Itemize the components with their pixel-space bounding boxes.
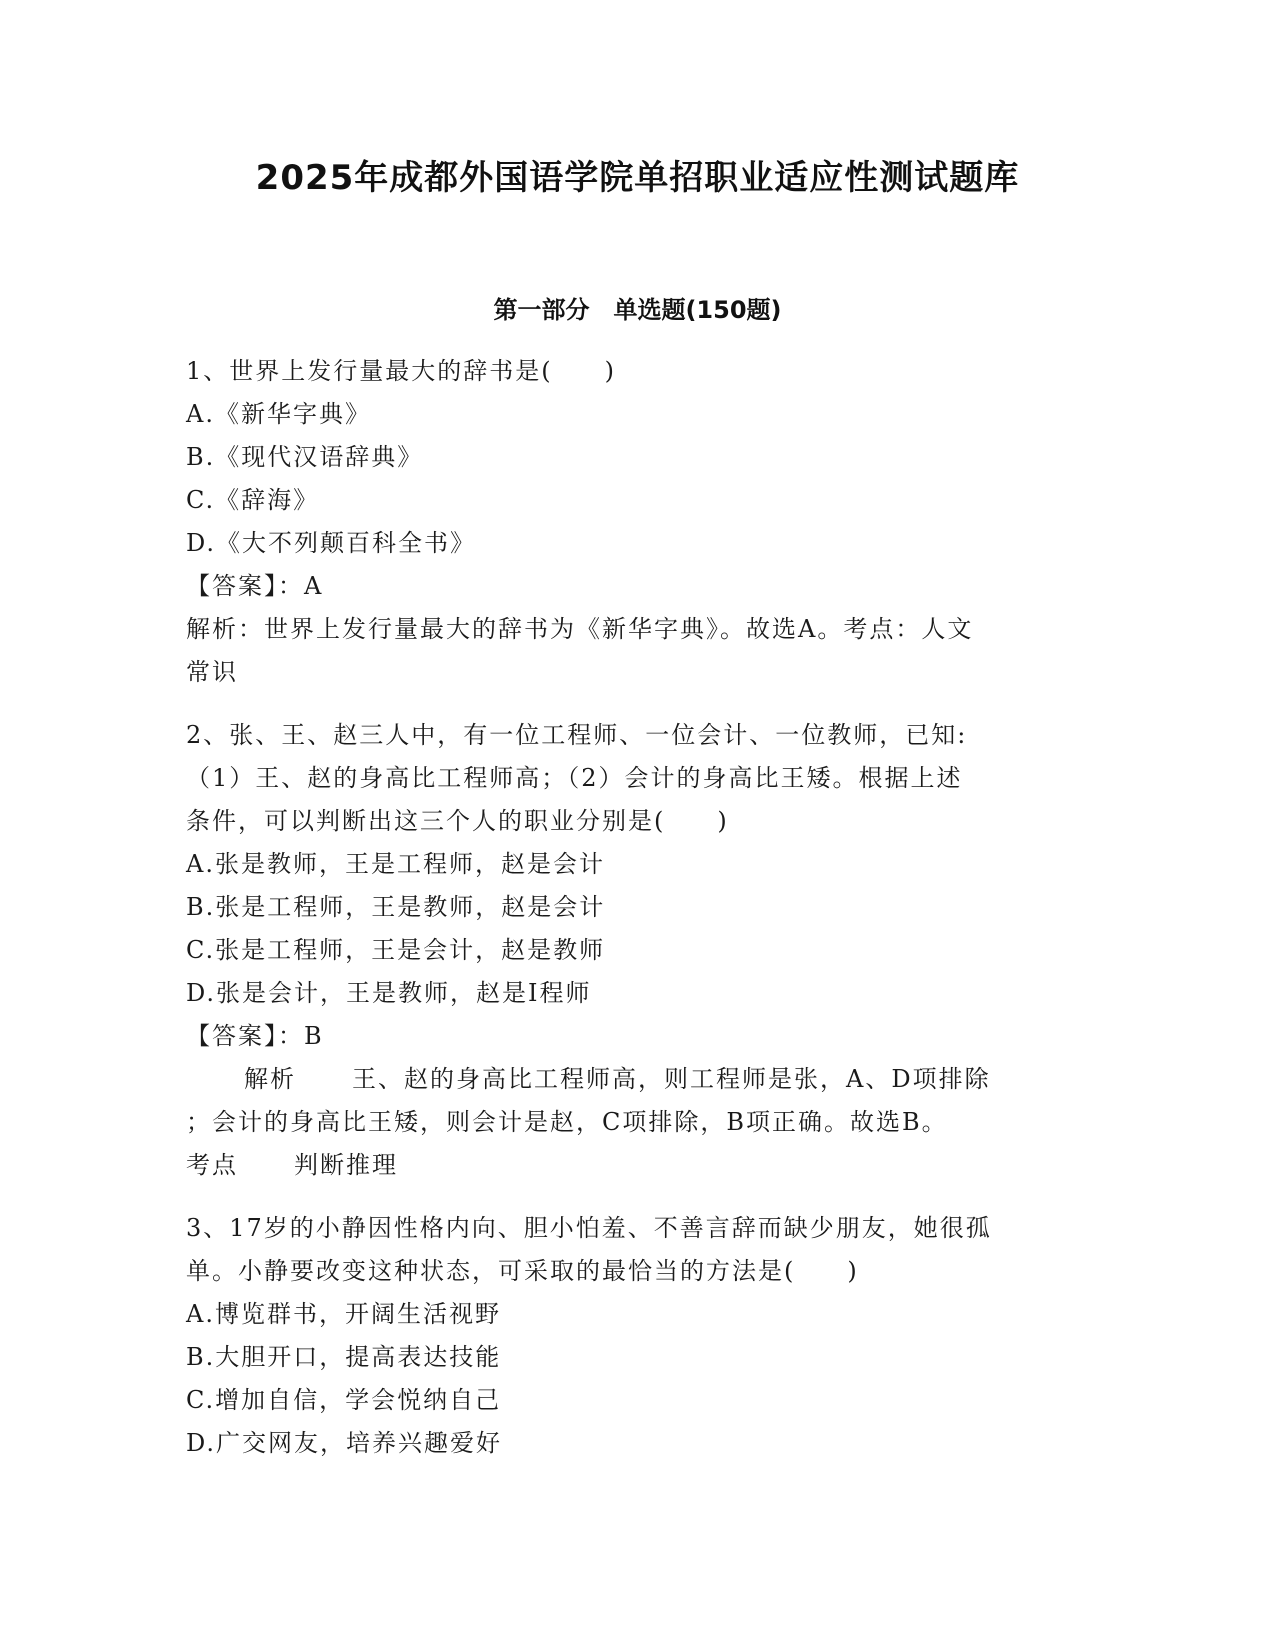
analysis: 解析：世界上发行量最大的辞书为《新华字典》。故选A。考点：人文 <box>186 615 974 643</box>
question-3 <box>186 1207 1086 1465</box>
question-stem-continued: 条件，可以判断出这三个人的职业分别是( ) <box>186 807 729 835</box>
question-2 <box>186 714 1086 1187</box>
option-d: D.《大不列颠百科全书》 <box>186 529 477 557</box>
option-b: B.大胆开口，提高表达技能 <box>186 1343 502 1371</box>
answer: 【答案】：A <box>186 572 324 600</box>
analysis-text: 王、赵的身高比工程师高，则工程师是张，A、D项排除 <box>352 1065 991 1093</box>
option-d: D.张是会计，王是教师，赵是I程师 <box>186 979 592 1007</box>
analysis-continued: 常识 <box>186 658 238 686</box>
analysis-continued: ；会计的身高比王矮，则会计是赵，C项排除，B项正确。故选B。 <box>186 1108 948 1136</box>
answer: 【答案】：B <box>186 1022 324 1050</box>
question-1 <box>186 350 1086 694</box>
option-a: A.《新华字典》 <box>186 400 371 428</box>
analysis-label: 解析 <box>244 1065 296 1093</box>
option-a: A.博览群书，开阔生活视野 <box>186 1300 501 1328</box>
topic-text: 判断推理 <box>294 1151 398 1179</box>
option-b: B.《现代汉语辞典》 <box>186 443 424 471</box>
topic-label: 考点 <box>186 1151 238 1179</box>
question-stem: 3、17岁的小静因性格内向、胆小怕羞、不善言辞而缺少朋友，她很孤 <box>186 1214 992 1242</box>
option-c: C.增加自信，学会悦纳自己 <box>186 1386 502 1414</box>
question-stem-continued: 单。小静要改变这种状态，可采取的最恰当的方法是( ) <box>186 1257 859 1285</box>
question-list <box>186 350 1086 1465</box>
question-stem-continued: （1）王、赵的身高比工程师高；（2）会计的身高比王矮。根据上述 <box>186 764 963 792</box>
option-d: D.广交网友，培养兴趣爱好 <box>186 1429 503 1457</box>
topic <box>186 1144 1086 1187</box>
section-heading: 第一部分 单选题(150题) <box>493 296 782 324</box>
option-c: C.《辞海》 <box>186 486 320 514</box>
option-c: C.张是工程师，王是会计，赵是教师 <box>186 936 606 964</box>
option-a: A.张是教师，王是工程师，赵是会计 <box>186 850 605 878</box>
analysis <box>186 1058 1086 1101</box>
question-stem: 1、世界上发行量最大的辞书是( ) <box>186 357 616 385</box>
document-title: 2025年成都外国语学院单招职业适应性测试题库 <box>255 158 1020 198</box>
option-b: B.张是工程师，王是教师，赵是会计 <box>186 893 606 921</box>
question-stem: 2、张、王、赵三人中，有一位工程师、一位会计、一位教师，已知: <box>186 721 968 749</box>
